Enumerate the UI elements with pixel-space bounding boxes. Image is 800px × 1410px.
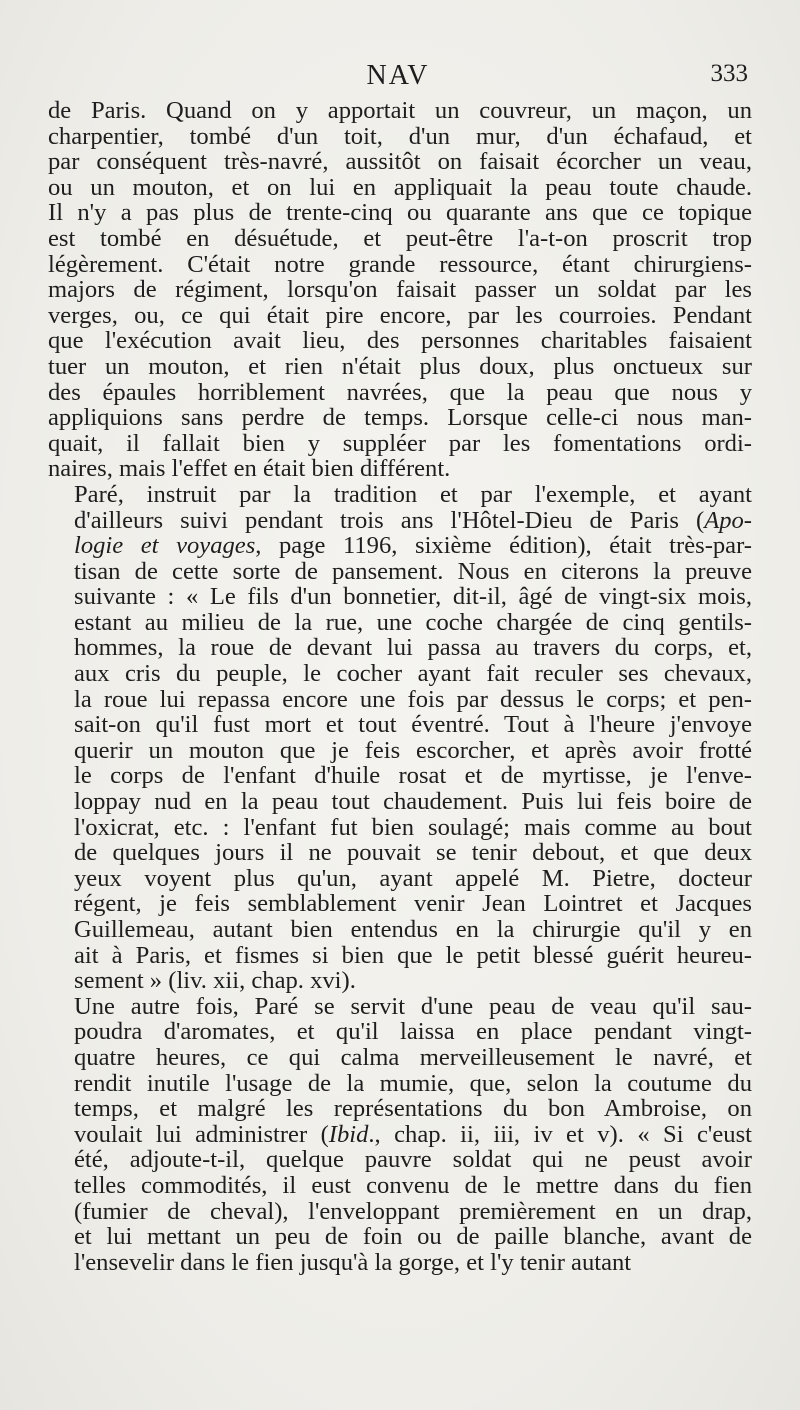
page-header bbox=[48, 60, 748, 94]
text-line bbox=[48, 1122, 752, 1148]
text-line bbox=[48, 789, 752, 815]
text-line bbox=[48, 917, 752, 943]
text-segment: sait-on qu'il fust mort et tout éventré. Tout à l'heure j'envoye bbox=[74, 711, 752, 739]
text-segment: yeux voyent plus qu'un, ayant appelé M. Pietre, docteur bbox=[74, 864, 752, 892]
text-line bbox=[48, 584, 752, 610]
text-line bbox=[48, 968, 752, 994]
text-line bbox=[48, 1199, 752, 1225]
paragraph bbox=[48, 98, 752, 482]
text-segment: par conséquent très-navré, aussitôt on faisait écorcher un veau, bbox=[48, 148, 752, 176]
text-segment: quait, il fallait bien y suppléer par les fomentations ordi- bbox=[48, 429, 752, 457]
text-segment: (fumier de cheval), l'enveloppant premièrement en un drap, bbox=[74, 1197, 752, 1225]
text-line bbox=[48, 1147, 752, 1173]
text-segment: temps, et malgré les représentations du bon Ambroise, on bbox=[74, 1095, 752, 1123]
text-line bbox=[48, 431, 752, 457]
text-segment: sement » (liv. xii, chap. xvi). bbox=[74, 967, 356, 995]
text-line bbox=[48, 994, 752, 1020]
text-segment: est tombé en désuétude, et peut-être l'a-t-on proscrit trop bbox=[48, 224, 752, 252]
text-line bbox=[48, 1045, 752, 1071]
text-line bbox=[48, 508, 752, 534]
text-segment: Il n'y a pas plus de trente-cinq ou quarante ans que ce topique bbox=[48, 199, 752, 227]
text-line bbox=[48, 866, 752, 892]
text-segment: estant au milieu de la rue, une coche chargée de cinq gentils- bbox=[74, 608, 752, 636]
text-segment: hommes, la roue de devant lui passa au travers du corps, et, bbox=[74, 634, 752, 662]
text-segment: d'ailleurs suivi pendant trois ans l'Hôtel-Dieu de Paris ( bbox=[74, 506, 705, 534]
text-segment: été, adjoute-t-il, quelque pauvre soldat qui ne peust avoir bbox=[74, 1146, 752, 1174]
paragraph bbox=[48, 994, 752, 1276]
text-line bbox=[48, 840, 752, 866]
text-line bbox=[48, 149, 752, 175]
text-segment: de quelques jours il ne pouvait se tenir debout, et que deux bbox=[74, 839, 752, 867]
text-segment: querir un mouton que je feis escorcher, et après avoir frotté bbox=[74, 736, 752, 764]
text-segment: tuer un mouton, et rien n'était plus doux, plus onctueux sur bbox=[48, 352, 752, 380]
text-line bbox=[48, 943, 752, 969]
text-line bbox=[48, 610, 752, 636]
text-line bbox=[48, 328, 752, 354]
text-line bbox=[48, 354, 752, 380]
text-line bbox=[48, 482, 752, 508]
text-line bbox=[48, 405, 752, 431]
text-line bbox=[48, 175, 752, 201]
text-line bbox=[48, 635, 752, 661]
text-segment: telles commodités, il eust convenu de le mettre dans du fien bbox=[74, 1171, 752, 1199]
text-segment: que l'exécution avait lieu, des personnes charitables faisaient bbox=[48, 327, 752, 355]
text-line bbox=[48, 380, 752, 406]
text-segment: et lui mettant un peu de foin ou de paille blanche, avant de bbox=[74, 1223, 752, 1251]
text-segment: voulait lui administrer ( bbox=[74, 1120, 329, 1148]
text-segment: appliquions sans perdre de temps. Lorsque celle-ci nous man- bbox=[48, 404, 752, 432]
text-segment: verges, ou, ce qui était pire encore, par les courroies. Pendant bbox=[48, 301, 752, 329]
text-line bbox=[48, 661, 752, 687]
text-segment: aux cris du peuple, le cocher ayant fait reculer ses chevaux, bbox=[74, 660, 752, 688]
text-segment: majors de régiment, lorsqu'on faisait passer un soldat par les bbox=[48, 276, 752, 304]
text-line bbox=[48, 1173, 752, 1199]
text-segment: des épaules horriblement navrées, que la peau que nous y bbox=[48, 378, 752, 406]
text-segment: quatre heures, ce qui calma merveilleusement le navré, et bbox=[74, 1043, 752, 1071]
text-segment: ait à Paris, et fismes si bien que le petit blessé guérit heureu- bbox=[74, 941, 752, 969]
text-segment: charpentier, tombé d'un toit, d'un mur, d'un échafaud, et bbox=[48, 122, 752, 150]
paragraph bbox=[48, 482, 752, 994]
text-segment: Guillemeau, autant bien entendus en la chirurgie qu'il y en bbox=[74, 916, 752, 943]
text-line bbox=[48, 687, 752, 713]
italic-segment: Ibid bbox=[328, 1120, 369, 1148]
text-line bbox=[48, 277, 752, 303]
text-segment: , page 1196, sixième édition), était très-par- bbox=[255, 532, 752, 560]
italic-segment: logie et voyages bbox=[74, 532, 256, 560]
text-segment: l'oxicrat, etc. : l'enfant fut bien soulagé; mais comme au bout bbox=[74, 813, 752, 841]
text-segment: Une autre fois, Paré se servit d'une peau de veau qu'il sau- bbox=[74, 992, 752, 1020]
text-segment: la roue lui repassa encore une fois par dessus le corps; et pen- bbox=[74, 685, 752, 713]
text-segment: loppay nud en la peau tout chaudement. Puis lui feis boire de bbox=[74, 788, 752, 816]
text-line bbox=[48, 1250, 752, 1276]
text-line bbox=[48, 226, 752, 252]
text-segment: de Paris. Quand on y apportait un couvreur, un maçon, un bbox=[48, 97, 752, 124]
text-line bbox=[48, 891, 752, 917]
text-line bbox=[48, 124, 752, 150]
text-segment: régent, je feis semblablement venir Jean Lointret et Jacques bbox=[74, 890, 752, 918]
text-segment: l'ensevelir dans le fien jusqu'à la gorge, et l'y tenir autant bbox=[74, 1248, 632, 1276]
text-segment: poudra d'aromates, et qu'il laissa en place pendant vingt- bbox=[74, 1018, 752, 1046]
text-segment: ou un mouton, et on lui en appliquait la peau toute chaude. bbox=[48, 173, 752, 201]
text-line bbox=[48, 815, 752, 841]
italic-segment: Apo- bbox=[704, 506, 752, 534]
text-line bbox=[48, 1224, 752, 1250]
text-line bbox=[48, 738, 752, 764]
text-segment: Paré, instruit par la tradition et par l'exemple, et ayant bbox=[74, 480, 752, 508]
text-segment: rendit inutile l'usage de la mumie, que, selon la coutume du bbox=[74, 1069, 752, 1097]
text-segment: légèrement. C'était notre grande ressource, étant chirurgiens- bbox=[48, 250, 752, 278]
running-head: NAV bbox=[366, 60, 430, 91]
text-segment: suivante : « Le fils d'un bonnetier, dit-il, âgé de vingt-six mois, bbox=[74, 583, 752, 611]
text-line bbox=[48, 98, 752, 124]
text-line bbox=[48, 252, 752, 278]
text-line bbox=[48, 533, 752, 559]
text-line bbox=[48, 456, 752, 482]
text-line bbox=[48, 559, 752, 585]
text-line bbox=[48, 303, 752, 329]
text-segment: le corps de l'enfant d'huile rosat et de myrtisse, je l'enve- bbox=[74, 762, 752, 790]
text-segment: naires, mais l'effet en était bien différent. bbox=[48, 455, 451, 483]
text-line bbox=[48, 763, 752, 789]
text-segment: tisan de cette sorte de pansement. Nous en citerons la preuve bbox=[74, 557, 752, 585]
text-line bbox=[48, 712, 752, 738]
text-line bbox=[48, 1019, 752, 1045]
text-segment: ., chap. ii, iii, iv et v). « Si c'eust bbox=[368, 1120, 752, 1148]
text-line bbox=[48, 1071, 752, 1097]
page-number: 333 bbox=[710, 60, 748, 87]
body-text bbox=[48, 98, 752, 1275]
text-line bbox=[48, 200, 752, 226]
text-line bbox=[48, 1096, 752, 1122]
